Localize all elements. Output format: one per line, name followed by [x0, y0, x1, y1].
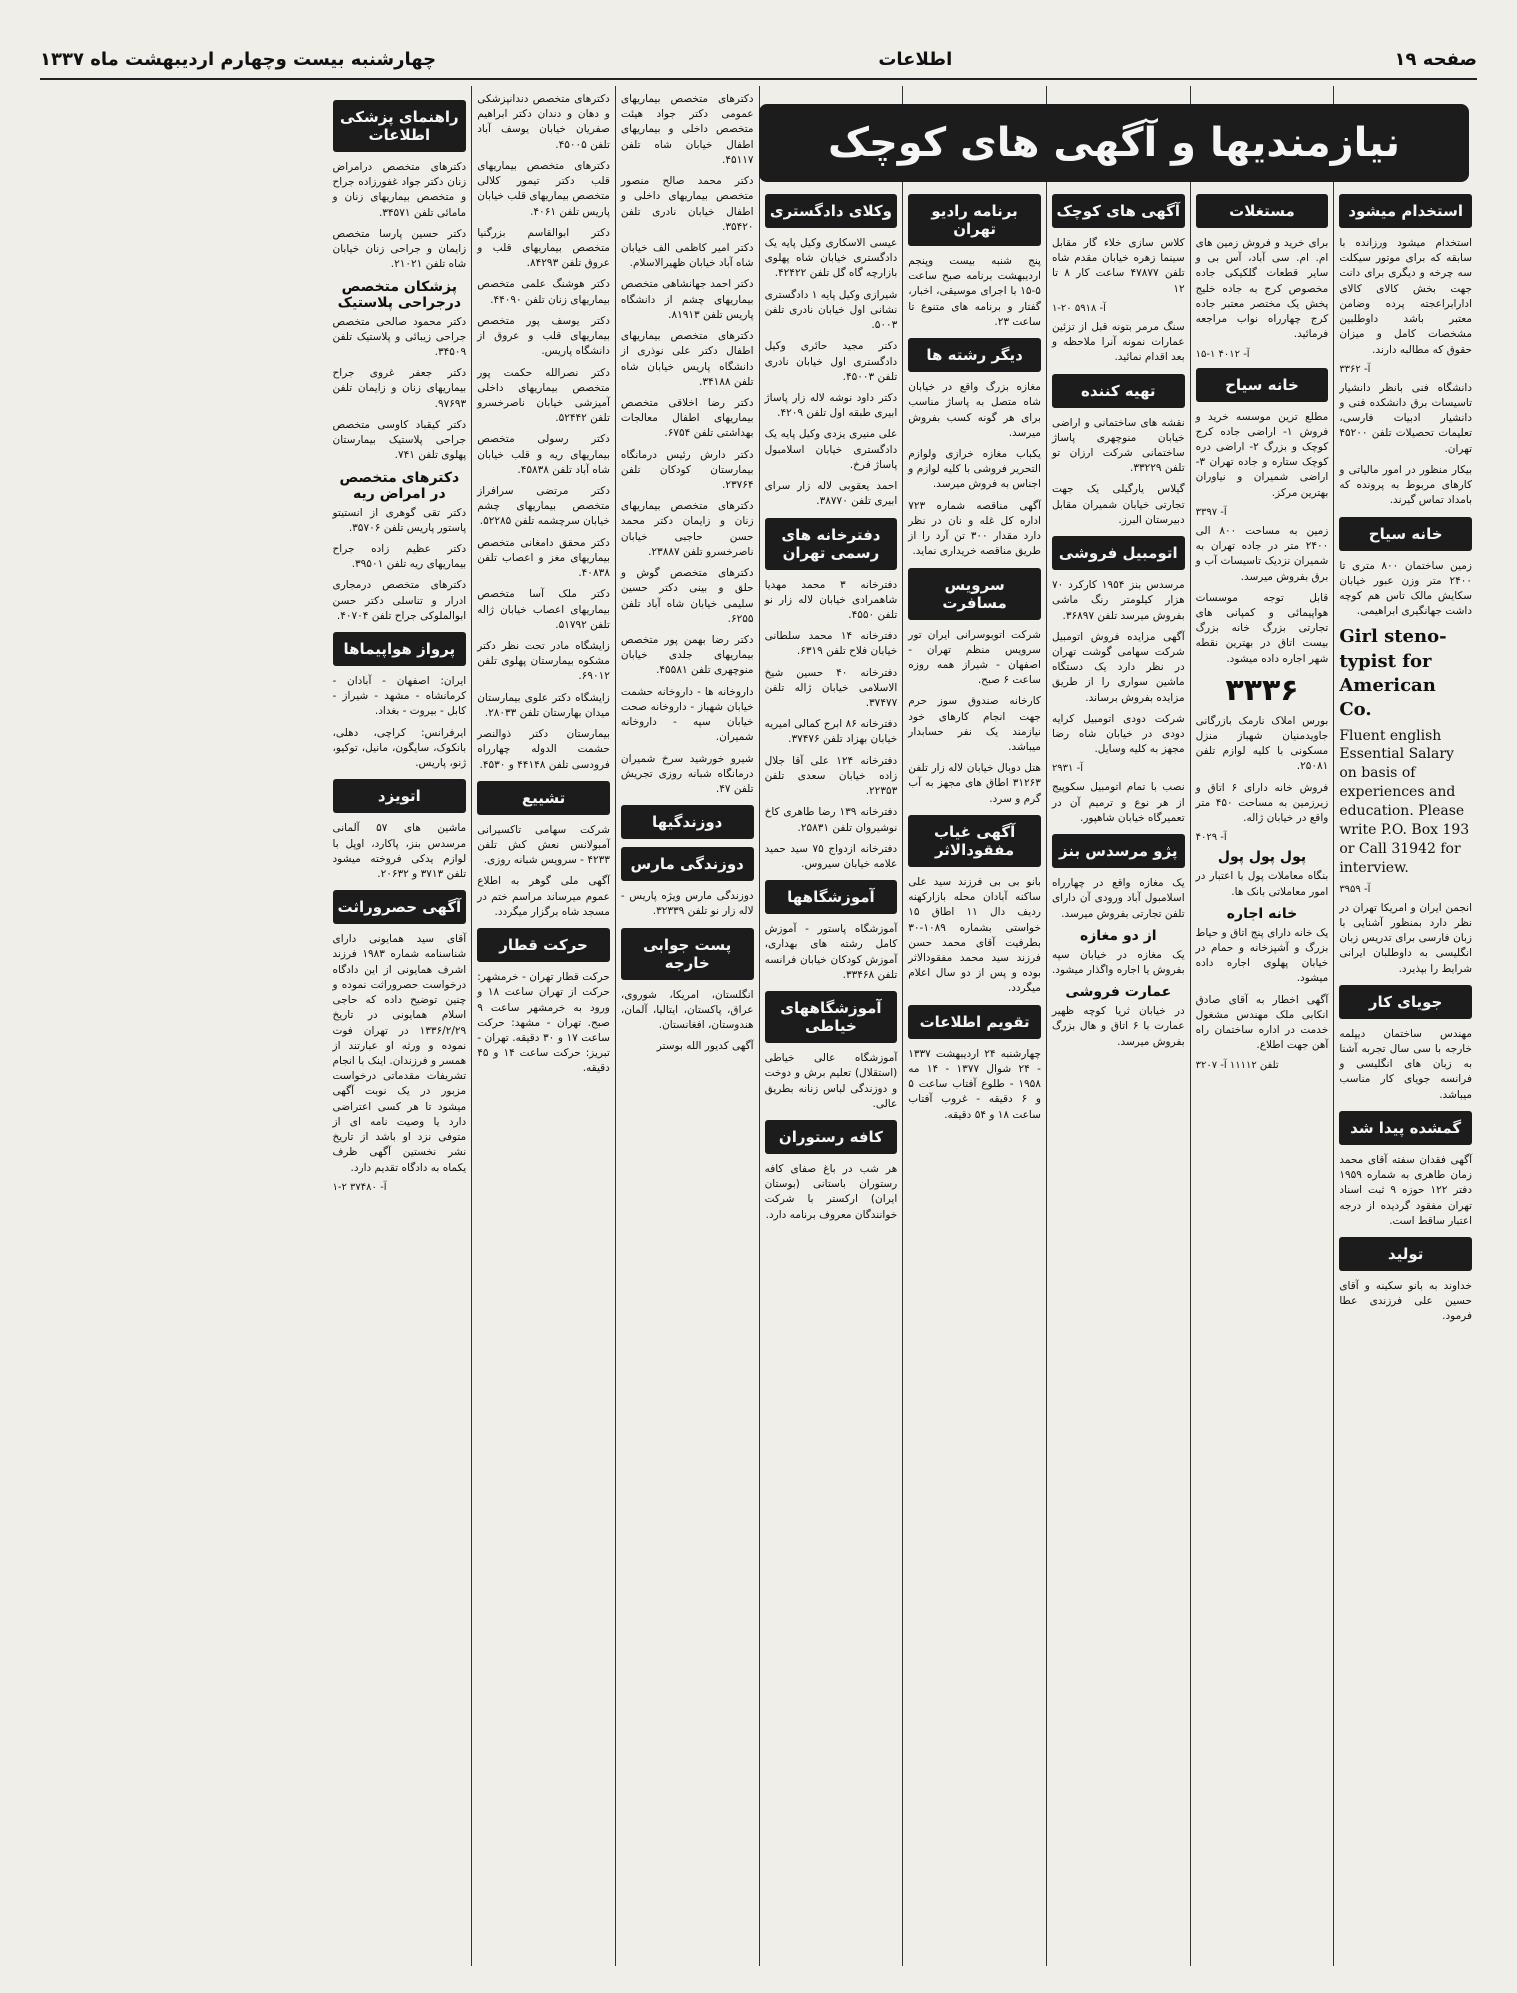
col2-txt-15: یک خانه دارای پنج اتاق و حیاط بزرگ و آشپزخانه و حمام در خیابان پهلوی اجاره داده میشود. [1195, 926, 1329, 985]
col5-txt-6: احمد یعقوبی لاله زار سرای ابیری تلفن ۳۸۷۷۰. [764, 480, 898, 508]
column-col8 [328, 86, 472, 1966]
col3-hdr-4: تهیه کننده [1052, 374, 1185, 408]
col7-txt-15: آگهی ملی گوهر به اطلاع عموم میرساند مراسم ختم در مسجد شاه برگزار میگردد. [477, 875, 610, 918]
col4-hdr-6: سرویس مسافرت [908, 568, 1041, 620]
col3-phone-2: ۱-۲۰ آ- ۵۹۱۸ [1051, 302, 1106, 314]
page-number: صفحه ۱۹ [1394, 48, 1477, 70]
col1-txt-4: بیکار منظور در امور مالیاتی و کارهای مربوط به پرونده که بامداد تماس گیرند. [1339, 463, 1472, 507]
col7-txt-10: زایشگاه مادر تحت نظر دکتر مشکوه بیمارستان پهلوی تلفن ۶۹۰۱۲. [477, 640, 610, 683]
col5-hdr-15: آموزشگاهها [765, 880, 898, 914]
col8-sec-title-7: دکترهای متخصص در امراض ریه [339, 469, 460, 502]
col5-txt-1: عیسی الاسکاری وکیل پایه یک دادگستری خیابان شاه پهلوی بازارچه گاه گل تلفن ۴۲۴۲۲. [764, 237, 898, 280]
col2-txt-9: بورس املاک نارمک بازرگانی جاویدمنیان شهباز منزل مسکونی با کلیه لوازم تلفن ۲۵۰۸۱. [1195, 714, 1329, 773]
col5-txt-13: دفترخانه ۱۳۹ رضا طاهری کاخ نوشیروان تلفن ۲۵۸۳۱. [764, 806, 898, 834]
col1-txt-3: دانشگاه فنی بانظر دانشیار تاسیسات برق دانشکده فنی و دانشیار ادبیات فارسی، تعلیمات تحصیلات تلفن ۴۵۲۰۰ تهران. [1339, 381, 1472, 455]
col3-txt-8: مرسدس بنز ۱۹۵۴ کارکرد ۷۰ هزار کیلومتر رنگ ماشی بفروش میرسد تلفن ۳۶۸۹۷. [1051, 579, 1185, 622]
col2-sec-title-12: پول پول پول [1217, 849, 1307, 866]
issue-date: چهارشنبه بیست وچهارم اردیبهشت ماه ۱۳۳۷ [40, 48, 437, 70]
col8-txt-4: دکتر محمود صالحی متخصص جراحی زیبائی و پلاستیک تلفن ۳۴۵۰۹. [332, 315, 467, 358]
col7-txt-7: دکتر مرتضی سرافراز متخصص بیماریهای چشم خیابان سرچشمه تلفن ۵۲۲۸۵. [477, 485, 610, 528]
col5-txt-14: دفترخانه ازدواج ۷۵ سید حمید علامه خیابان سیروس. [764, 842, 898, 870]
col6-hdr-15: پست جوابی خارجه [621, 928, 754, 980]
col6-txt-14: دوزندگی مارس ویژه پاریس - لاله زار نو تلفن ۳۲۳۳۹. [620, 890, 754, 918]
col6-txt-4: دکترهای متخصص بیماریهای اطفال دکتر علی نوذری از دانشگاه پاریس خیابان شاه تلفن ۳۴۱۸۸. [620, 330, 754, 388]
col2-txt-16: آگهی اخطار به آقای صادق انکابی ملک مهندس مشغول خدمت در اداره ساختمان راه آهن جهت اطلاع. [1195, 993, 1329, 1052]
col7-txt-14: شرکت سهامی تاکسیرانی آمبولانس نعش کش تلفن ۴۲۳۳ - سرویس شبانه روزی. [477, 823, 610, 867]
col2-hdr-3: خانه سیاح [1196, 368, 1329, 402]
col6-txt-0: دکترهای متخصص بیماریهای عمومی دکتر جواد هیئت متخصص داخلی و بیماریهای اطفال خیابان شاه تلفن ۴۵۱۱۷. [620, 93, 754, 166]
col3-hdr-0: آگهی های کوچک [1052, 194, 1185, 228]
col8-txt-8: دکتر تقی گوهری از انستیتو پاستور پاریس تلفن ۳۵۷۰۶. [332, 506, 467, 534]
col6-txt-8: دکترهای متخصص گوش و حلق و بینی دکتر حسین سلیمی خیابان شاه آباد تلفن ۶۲۵۵. [620, 567, 754, 625]
classifieds-banner: نیازمندیها و آگهی های کوچک [759, 104, 1469, 182]
column-col2 [1190, 86, 1334, 1966]
col7-txt-6: دکتر رسولی متخصص بیماریهای ریه و قلب خیابان شاه آباد تلفن ۴۵۸۳۸. [477, 433, 610, 476]
col3-txt-5: نقشه های ساختمانی و اراضی خیابان منوچهری پاساژ ساختمانی شرکت ارزان تو تلفن ۳۳۲۲۹. [1051, 416, 1185, 475]
column-col6 [615, 86, 759, 1966]
col1-phone-9: آ- ۳۹۵۹ [1339, 883, 1371, 895]
col8-txt-13: ایرفرانس: کراچی، دهلی، بانکوک، سایگون، مانیل، توکیو، ژنو، پاریس. [332, 726, 467, 770]
col5-hdr-0: وکلای دادگستری [765, 194, 898, 228]
col7-hdr-16: حرکت قطار [477, 928, 610, 962]
col5-txt-16: آموزشگاه پاستور - آموزش کامل رشته های بهداری، آموزش کودکان خیابان فرانسه تلفن ۳۳۴۶۸. [764, 923, 898, 981]
col3-txt-16: یک مغازه در خیابان سپه بفروش یا اجاره واگذار میشود. [1051, 948, 1185, 976]
col2-txt-13: بنگاه معاملات پول با اعتبار در امور معاملاتی بانک ها. [1195, 870, 1329, 898]
col1-hdr-11: جویای کار [1339, 985, 1472, 1019]
col6-hdr-13: دوزندگی مارس [621, 847, 754, 881]
columns-container [40, 86, 1477, 1966]
col5-hdr-19: کافه رستوران [765, 1120, 898, 1154]
col8-txt-6: دکتر کیقباد کاوسی متخصص جراحی پلاستیک بیمارستان پهلوی تلفن ۷۴۱. [332, 418, 467, 462]
page-header [40, 40, 1477, 80]
col3-txt-1: کلاس سازی خلاء گار مقابل سینما زهره خیابان مقدم شاه تلفن ۴۷۸۷۷ ساعت کار ۸ تا ۱۲ [1051, 237, 1185, 295]
col5-txt-20: هر شب در باغ صفای کافه رستوران باستانی (بوستان ایران) ارکستر با شرکت خوانندگان معروف برنامه دارد. [764, 1162, 898, 1221]
col1-txt-14: آگهی فقدان سفته آقای محمد زمان طاهری به شماره ۱۹۵۹ دفتر ۱۲۲ حوزه ۹ ثبت اسناد تهران مفقود گردیده از درجه اعتبار ساقط است. [1339, 1153, 1472, 1227]
col2-sec-title-14: خانه اجاره [1226, 905, 1298, 922]
col6-txt-9: دکتر رضا بهمن پور متخصص بیماریهای جلدی خیابان منوچهری تلفن ۴۵۵۸۱. [620, 634, 754, 677]
col1-txt-16: خداوند به بانو سکینه و آقای حسین علی فرزندی عطا فرمود. [1339, 1279, 1472, 1323]
col5-txt-5: علی منیری یزدی وکیل پایه یک دادگستری خیابان اسلامبول پاساژ فرخ. [764, 428, 898, 471]
col3-txt-14: یک مغازه واقع در چهارراه اسلامبول آباد ورودی آن دارای تلفن تجارتی بفروش میرسد. [1051, 877, 1185, 920]
col6-hdr-12: دوزندگیها [621, 805, 754, 839]
col6-txt-5: دکتر رضا اخلاقی متخصص بیماریهای اطفال معالجات بهداشتی تلفن ۶۷۵۴. [620, 396, 754, 440]
col7-txt-9: دکتر ملک آسا متخصص بیماریهای اعصاب خیابان ژاله تلفن ۵۱۷۹۲. [477, 588, 610, 631]
col8-txt-9: دکتر عظیم زاده جراح بیماریهای ریه تلفن ۳۹۵۰۱. [332, 542, 467, 571]
col1-en-8: Fluent english Essential Salary on basis of experiences and education. Please write P.O. Box 193 or Call 31942 for interview. [1339, 727, 1470, 876]
col2-txt-1: برای خرید و فروش زمین های ام. ام. سی آباد، آس بی و سایر قطعات گلکیکی جاده مخصوص کرج به جاده خلیج پخش یک مختصر معتبر جاده کرج چهارراه نواب مراجعه فرمائید. [1195, 237, 1329, 341]
col6-txt-16: انگلستان، امریکا، شوروی، عراق، پاکستان، ایتالیا، آلمان، هندوستان، افغانستان. [620, 988, 754, 1032]
col4-txt-11: بانو بی بی فرزند سید علی ساکنه آبادان محله بازارکهنه ردیف دال ۱۱ اطاق ۱۵ خواستی بشماره ۱۰۸۹-۳۰ بطرفیت آقای محمد حسن فرزند سید محمد مفقودالاثر بوده و پس از دو سال اعلام میگردد. [908, 875, 1041, 995]
col3-hdr-13: پژو مرسدس بنز [1052, 834, 1185, 868]
col6-txt-11: شیرو خورشید سرخ شمیران درمانگاه شبانه روزی تجریش تلفن ۴۷. [620, 752, 754, 795]
col4-txt-3: مغازه بزرگ واقع در خیابان شاه متصل به پاساژ مناسب برای هر گونه کسب بفروش میرسد. [908, 381, 1041, 439]
col4-txt-5: آگهی مناقصه شماره ۷۲۳ اداره کل غله و نان در نظر دارد مقدار ۳۰۰ تن آرد را از طریق مناقصه خریداری نماید. [908, 499, 1041, 558]
col7-txt-8: دکتر محقق دامغانی متخصص بیماریهای مغز و اعصاب تلفن ۴۰۸۳۸. [477, 536, 610, 580]
col3-sec-title-15: از دو مغازه [1079, 927, 1157, 944]
col5-txt-10: دفترخانه ۴۰ حسین شیخ الاسلامی خیابان ژاله تلفن ۳۷۴۷۷. [764, 666, 898, 710]
col6-txt-6: دکتر دارش رئیس درمانگاه بیمارستان کودکان تلفن ۲۳۷۶۴. [620, 448, 754, 492]
col2-txt-6: زمین به مساحت ۸۰۰ الی ۲۴۰۰ متر در جاده تهران به شمیران نزدیک تاسیسات آب و برق بفروش میرسد. [1195, 524, 1329, 583]
col3-txt-10: شرکت دودی اتومبیل کرایه دودی در خیابان شاه رضا مجهز به کلیه وسایل. [1051, 712, 1185, 756]
col7-hdr-13: تشییع [477, 781, 610, 815]
col1-txt-6: زمین ساختمان ۸۰۰ متری تا ۲۴۰۰ متر وزن عبور خیابان سکایش مالک تاس هم کوچه داشت جهانگیری ابراهیمی. [1339, 559, 1472, 618]
column-col5 [759, 86, 903, 1966]
col5-txt-8: دفترخانه ۳ محمد مهدیا شاهمرادی خیابان لاله زار نو تلفن ۴۵۵۰. [764, 578, 898, 621]
col3-txt-6: گیلاس یارگیلی یک جهت تجارتی خیابان شمیران مقابل دبیرستان البرز. [1051, 483, 1185, 526]
col7-txt-3: دکتر هوشنگ علمی متخصص بیماریهای زنان تلفن ۴۴۰۹۰. [477, 278, 610, 306]
col6-txt-1: دکتر محمد صالح منصور متخصص بیماریهای داخلی و اطفال خیابان نادری تلفن ۳۵۴۲۰. [620, 175, 754, 233]
col1-hdr-13: گمشده پیدا شد [1339, 1111, 1472, 1145]
col2-phone-11: آ- ۴۰۲۹ [1195, 832, 1227, 844]
col4-txt-1: پنج شنبه بیست وپنجم اردیبهشت برنامه صبح ساعت ۵-۱۵ با اجرای موسیقی، اخبار، گفتار و برنامه های متنوع تا ساعت ۲۳. [908, 255, 1041, 328]
col7-txt-2: دکتر ابوالقاسم بزرگنیا متخصص بیماریهای قلب و عروق تلفن ۸۴۲۹۳. [477, 226, 610, 270]
col8-txt-1: دکترهای متخصص درامراض زنان دکتر جواد غفورزاده جراح و متخصص بیماریهای زنان و مامائی تلفن ۳۴۵۷۱. [332, 161, 467, 219]
column-col7 [471, 86, 615, 1966]
col8-phone-18: آ- ۳۷۴۸۰ ۲-۱ [332, 1181, 387, 1193]
col5-txt-11: دفترخانه ۸۶ ابرج کمالی امیریه خیابان بهزاد تلفن ۳۷۴۷۶. [764, 718, 898, 746]
col1-txt-1: استخدام میشود ورزانده با سابقه که برای موتور سیکلت سه چرخه و دیگری برای دانت جهت بخش کالای کالای ادارابراعجته پرده وضامن معتبر باشد داوطلبین مشخصات کامل و میزان حقوق که مطالبه دارند. [1339, 237, 1472, 356]
col6-txt-3: دکتر احمد جهانشاهی متخصص بیماریهای چشم از دانشگاه پاریس تلفن ۸۱۹۱۳. [620, 278, 754, 321]
col2-txt-4: مطلع ترین موسسه خرید و فروش ۱- اراضی جاده کرج کوچک و بزرگ ۲- اراضی دره کوچک ستاره و جاده تهران ۳- اراضی شمیران و نیاوران بهترین مرکز. [1195, 410, 1329, 499]
col2-hdr-0: مستغلات [1196, 194, 1329, 228]
col4-hdr-10: آگهی غیاب مفقودالاثر [908, 815, 1041, 867]
col5-txt-18: آموزشگاه عالی خیاطی (استقلال) تعلیم برش و دوخت و دوزندگی لباس زنانه بطریق عالی. [764, 1052, 898, 1110]
column-col4 [902, 86, 1046, 1966]
col7-txt-0: دکترهای متخصص دندانپزشکی و دهان و دندان دکتر ابراهیم صفریان خیابان یوسف آباد تلفن ۴۵۰۰۵. [477, 93, 610, 151]
col2-num-big-8: ۳۳۳۶ [1225, 672, 1299, 708]
col8-txt-17: آقای سید همایونی دارای شناسنامه شماره ۱۹۸۳ فرزند اشرف همایونی از این دادگاه درخواست حصروراثت نموده و چنین توضیح داده که حاجی اسلام همایونی در تاریخ ۱۳۳۶/۲/۲۹ در تهران فوت نموده و ورثه او عبارتند از همسر و فرزندان. اینک با انجام تشریفات مقدماتی درخواست مزبور در یک نوبت آگهی میشود تا هر کسی اعتراضی دارد یا وصیت نامه ای از متوفی نزد او باشد از تاریخ نشر نخستین آگهی ظرف یکماه به دادگاه تقدیم دارد. [332, 933, 467, 1174]
col8-txt-2: دکتر حسین پارسا متخصص زایمان و جراحی زنان خیابان شاه تلفن ۲۱۰۲۱. [332, 227, 467, 271]
col7-txt-12: بیمارستان دکتر ذوالنصر حشمت الدوله چهارراه فرودسی تلفن ۴۴۱۴۸ و ۴۵۳۰. [477, 728, 610, 771]
col4-hdr-2: دیگر رشته ها [908, 338, 1041, 372]
col6-txt-17: آگهی کدیور الله بوستر [656, 1040, 754, 1053]
col8-hdr-14: اتویزد [333, 779, 467, 813]
col1-phone-2: آ- ۳۳۶۲ [1339, 363, 1371, 375]
col4-txt-13: چهارشنبه ۲۴ اردیبهشت ۱۳۳۷ - ۲۴ شوال ۱۳۷۷ - ۱۴ مه ۱۹۵۸ - طلوع آفتاب ساعت ۵ و ۶ دقیقه - غروب آفتاب ساعت ۱۸ و ۵۴ دقیقه. [908, 1047, 1041, 1121]
col7-txt-4: دکتر یوسف پور متخصص بیماریهای قلب و عروق از دانشگاه پاریس. [477, 314, 610, 358]
col8-txt-15: ماشین های ۵۷ آلمانی مرسدس بنز، پاکارد، اوپل با لوازم یدکی فروخته میشود تلفن ۳۷۱۳ و ۲۰۶۳۲. [332, 822, 467, 880]
col7-txt-11: زایشگاه دکتر علوی بیمارستان میدان بهارستان تلفن ۲۸۰۳۳. [477, 691, 610, 719]
col2-phone-2: ۱۵-۱ آ- ۴۰۱۲ [1195, 348, 1250, 360]
col3-txt-3: سنگ مرمر بتونه قبل از تزئین عمارات نمونه آنرا ملاحظه و بعد اقدام نمائید. [1051, 320, 1185, 364]
col4-txt-7: شرکت اتوبوسرانی ایران تور سرویس منظم تهران - اصفهان - شیراز همه روزه ساعت ۶ صبح. [908, 628, 1041, 687]
col3-phone-11: آ- ۲۹۳۱ [1051, 763, 1083, 775]
col8-sec-title-3: پزشکان متخصص درجراحی پلاستیک [337, 278, 462, 311]
col5-txt-12: دفترخانه ۱۲۴ علی آقا جلال زاده خیابان سعدی تلفن ۲۲۳۵۳. [764, 754, 898, 798]
col5-txt-4: دکتر داود نوشه لاله زار پاساژ ابیری طبقه اول تلفن ۴۲۰۹. [764, 391, 898, 420]
col5-txt-2: شیرازی وکیل پایه ۱ دادگستری نشانی اول خیابان نادری تلفن ۵۰۰۳. [764, 288, 898, 332]
col8-txt-5: دکتر جعفر غروی جراح بیماریهای زنان و زایمان تلفن ۹۷۶۹۳. [332, 367, 467, 410]
col2-txt-10: فروش خانه دارای ۶ اتاق و زیرزمین به مساحت ۴۵۰ متر واقع در خیابان ژاله. [1195, 781, 1329, 825]
col8-txt-10: دکترهای متخصص درمجاری ادرار و تناسلی دکتر حسن ابوالملوکی جراح تلفن ۴۰۷۰۴. [332, 579, 467, 622]
col4-hdr-0: برنامه رادیو تهران [908, 194, 1041, 246]
col2-phone-5: آ- ۳۳۹۷ [1195, 506, 1227, 518]
col1-hdr-0: استخدام میشود [1339, 194, 1472, 228]
col1-txt-12: مهندس ساختمان دیپلمه خارجه با سی سال تجربه آشنا به زبان های انگلیسی و فرانسه جویای کار مناسب میباشد. [1339, 1027, 1472, 1101]
col8-txt-12: ایران: اصفهان - آبادان - کرمانشاه - مشهد - شیراز - کابل - بیروت - بغداد. [332, 675, 467, 718]
paper-name: اطلاعات [878, 48, 953, 70]
col1-sec-title-7: Girl steno-typist for American Co. [1339, 626, 1447, 721]
col7-txt-5: دکتر نصرالله حکمت پور متخصص بیماریهای داخلی آمیزشی خیابان ناصرخسرو تلفن ۵۲۴۴۲. [477, 366, 610, 425]
col1-hdr-5: خانه سیاح [1339, 517, 1472, 551]
col4-txt-9: هتل دوبال خیابان لاله زار تلفن ۳۱۲۶۳ اطاق های مجهز به آب گرم و سرد. [908, 762, 1041, 805]
col6-txt-2: دکتر امیر کاظمی الف خیابان شاه آباد خیابان ظهیرالاسلام. [620, 241, 754, 270]
column-col3 [1046, 86, 1190, 1966]
col8-hdr-16: آگهی حصروراثت [333, 890, 467, 924]
col5-txt-9: دفترخانه ۱۴ محمد سلطانی خیابان فلاح تلفن ۶۳۱۹. [764, 630, 898, 658]
col7-txt-1: دکترهای متخصص بیماریهای قلب دکتر تیمور کلالی متخصص بیماریهای قلب خیابان پاریس تلفن ۴۰۶۱. [477, 159, 610, 218]
col6-txt-7: دکترهای متخصص بیماریهای زنان و زایمان دکتر محمد حسن حاجبی خیابان ناصرخسرو تلفن ۲۳۸۸۷. [620, 500, 754, 558]
col5-hdr-17: آموزشگاههای خیاطی [765, 991, 898, 1043]
col4-txt-4: یکباب مغازه خرازی ولوازم التحریر فروشی با کلیه لوازم و اجناس به فروش میرسد. [908, 447, 1041, 491]
col5-txt-3: دکتر مجید حائری وکیل دادگستری اول خیابان نادری تلفن ۴۵۰۰۳. [764, 340, 898, 383]
col8-hdr-0: راهنمای پزشکی اطلاعات [333, 100, 467, 152]
col2-phone-17: تلفن ۱۱۱۱۲ آ- ۳۲۰۷ [1195, 1059, 1279, 1071]
col4-txt-8: کارخانه صندوق سوز حرم جهت انجام کارهای خود نیازمند یک نفر حسابدار میباشد. [908, 695, 1041, 754]
col7-txt-17: حرکت قطار تهران - خرمشهر: حرکت از تهران ساعت ۱۸ و ورود به خرمشهر ساعت ۹ صبح. تهران - مشهد: حرکت ساعت ۱۷ و ۳۰ دقیقه. تهران - تبریز: حرکت ساعت ۱۴ و ۴۵ دقیقه. [477, 971, 610, 1075]
col1-hdr-15: تولید [1339, 1237, 1472, 1271]
col8-hdr-11: پرواز هواپیماها [333, 632, 467, 666]
col3-txt-18: در خیابان ثریا کوچه ظهیر عمارت با ۶ اتاق و هال بزرگ بفروش میرسد. [1051, 1005, 1185, 1048]
col3-hdr-7: اتومبیل فروشی [1052, 536, 1185, 570]
col3-sec-title-17: عمارت فروشی [1065, 984, 1172, 1001]
col5-hdr-7: دفترخانه های رسمی تهران [765, 518, 898, 570]
column-col1 [1333, 86, 1477, 1966]
col3-txt-12: نصب با تمام اتومبیل سکوپیج از هر نوع و ترمیم آن در تعمیرگاه خیابان شاهپور. [1051, 781, 1185, 824]
col6-txt-10: داروخانه ها - داروخانه حشمت خیابان شهباز - داروخانه صحت خیابان سپه - داروخانه شمیران. [620, 685, 754, 744]
col3-txt-9: آگهی مزایده فروش اتومبیل شرکت سهامی گوشت تهران در نظر دارد یک دستگاه ماشین سواری را از طریق مزایده بفروش برساند. [1051, 630, 1185, 704]
col1-txt-10: انجمن ایران و امریکا تهران در نظر دارد بمنظور آشنایی با زبان فارسی برای تدریس زبان انگلیسی به داوطلبان ایرانی شرایط را بپذیرد. [1339, 901, 1472, 975]
col4-hdr-12: تقویم اطلاعات [908, 1005, 1041, 1039]
col2-txt-7: قابل توجه موسسات هواپیمائی و کمپانی های تجارتی بزرگ خانه بزرگ بیست اتاق در بهترین نقطه شهر اجاره داده میشود. [1195, 591, 1329, 665]
